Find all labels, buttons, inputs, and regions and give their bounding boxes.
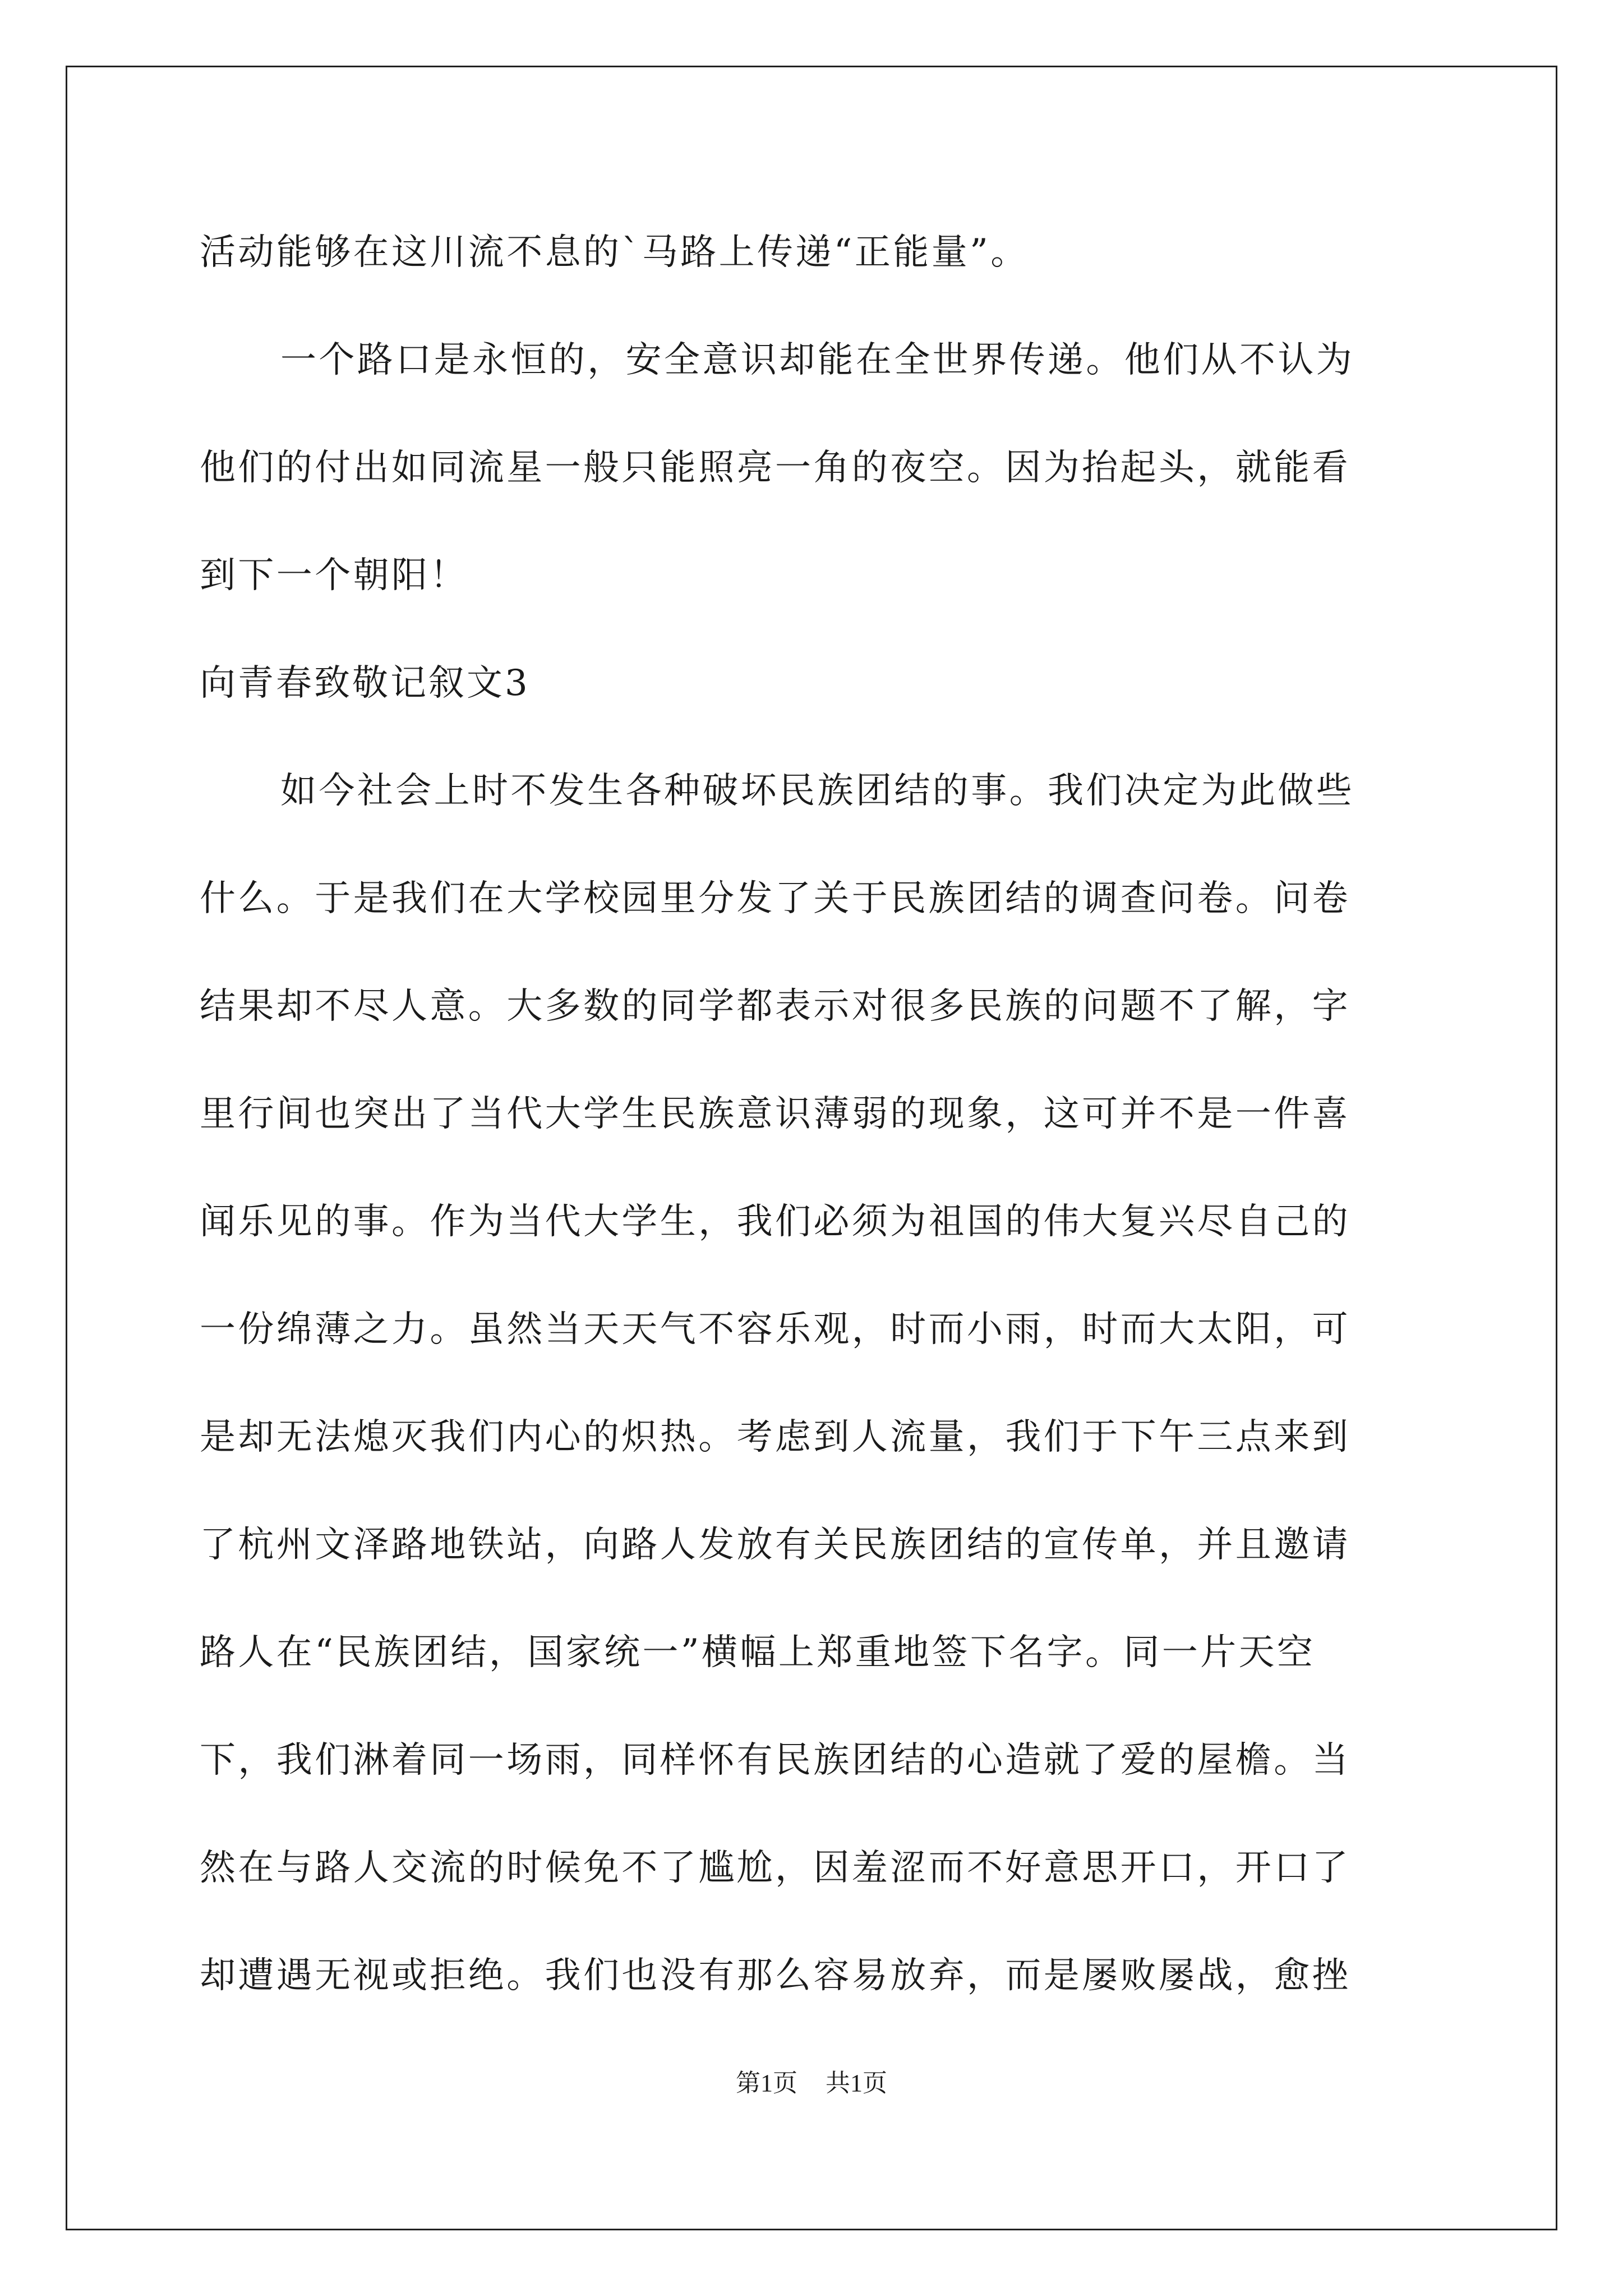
text-line: 一份绵薄之力。虽然当天天气不容乐观，时而小雨，时而大太阳，可 [200, 1309, 1350, 1350]
text-line: 却遭遇无视或拒绝。我们也没有那么容易放弃，而是屡败屡战，愈挫 [200, 1955, 1350, 1996]
page-border [66, 66, 1557, 2230]
text-line: 路人在“民族团结，国家统一”横幅上郑重地签下名字。同一片天空 [200, 1632, 1316, 1673]
text-line: 了杭州文泽路地铁站，向路人发放有关民族团结的宣传单，并且邀请 [200, 1524, 1350, 1566]
text-line: 是却无法熄灭我们内心的炽热。考虑到人流量，我们于下午三点来到 [200, 1416, 1350, 1458]
text-line: 结果却不尽人意。大多数的同学都表示对很多民族的问题不了解，字 [200, 986, 1350, 1027]
section-heading: 向青春致敬记叙文3 [200, 662, 530, 704]
text-line: 闻乐见的事。作为当代大学生，我们必须为祖国的伟大复兴尽自己的 [200, 1201, 1350, 1243]
paragraph-first-line: 一个路口是永恒的，安全意识却能在全世界传递。他们从不认为 [280, 339, 1355, 381]
text-line: 下，我们淋着同一场雨，同样怀有民族团结的心造就了爱的屋檐。当 [200, 1740, 1350, 1781]
page-number: 第1页 [736, 2069, 797, 2097]
page-total: 共1页 [826, 2069, 887, 2097]
text-line: 什么。于是我们在大学校园里分发了关于民族团结的调查问卷。问卷 [200, 878, 1350, 919]
text-line: 到下一个朝阳！ [200, 555, 468, 596]
text-line: 然在与路人交流的时候免不了尴尬，因羞涩而不好意思开口，开口了 [200, 1847, 1350, 1889]
paragraph-first-line: 如今社会上时不发生各种破坏民族团结的事。我们决定为此做些 [280, 770, 1355, 812]
page-footer [0, 2067, 1623, 2100]
text-line: 里行间也突出了当代大学生民族意识薄弱的现象，这可并不是一件喜 [200, 1093, 1350, 1135]
text-line: 活动能够在这川流不息的`马路上传递“正能量”。 [200, 232, 1029, 273]
text-line: 他们的付出如同流星一般只能照亮一角的夜空。因为抬起头，就能看 [200, 447, 1350, 489]
